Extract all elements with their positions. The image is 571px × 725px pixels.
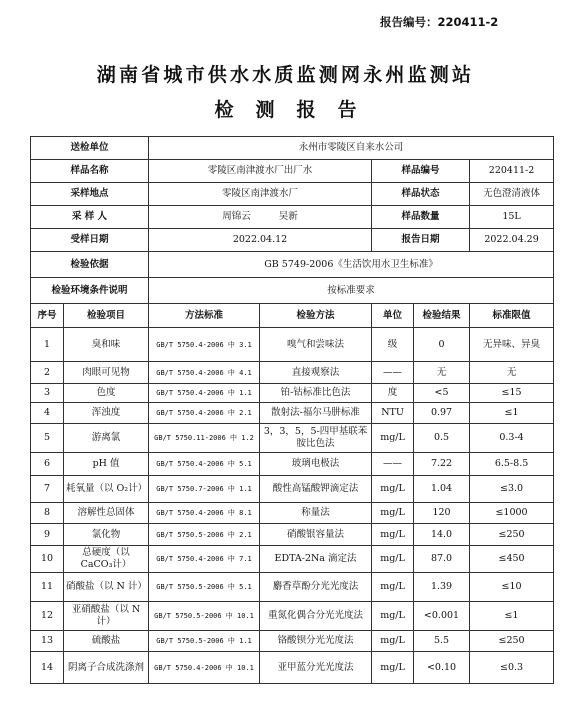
row-result: <0.001 <box>414 602 470 631</box>
row-method: 麝香草酚分光光度法 <box>260 573 372 602</box>
row-method: 重氮化偶合分光光度法 <box>260 602 372 631</box>
info-row-dates <box>31 229 554 252</box>
row-item: 肉眼可见物 <box>64 362 149 384</box>
report-table <box>30 136 554 684</box>
sample-name-label: 样品名称 <box>31 160 149 183</box>
table-row <box>31 403 554 424</box>
row-method: 称量法 <box>260 503 372 524</box>
row-no: 8 <box>31 503 64 524</box>
row-unit: —— <box>372 453 414 476</box>
site-label: 采样地点 <box>31 183 149 206</box>
row-result: 0.97 <box>414 403 470 424</box>
table-row <box>31 453 554 476</box>
row-std: GB/T 5750.7-2006 中 1.1 <box>149 476 260 503</box>
row-std: GB/T 5750.11-2006 中 1.2 <box>149 424 260 453</box>
row-item: 游离氯 <box>64 424 149 453</box>
row-method: 3，3，5，5-四甲基联苯胺比色法 <box>260 424 372 453</box>
col-header-result: 检验结果 <box>414 304 470 328</box>
row-unit: mg/L <box>372 631 414 652</box>
row-result: 1.39 <box>414 573 470 602</box>
table-row <box>31 631 554 652</box>
row-item: 亚硝酸盐（以 N 计） <box>64 602 149 631</box>
row-std: GB/T 5750.4-2006 中 8.1 <box>149 503 260 524</box>
report-date-label: 报告日期 <box>372 229 470 252</box>
table-row <box>31 476 554 503</box>
row-unit: 度 <box>372 384 414 403</box>
sampler-1: 周锦云 <box>222 211 251 222</box>
state-value: 无色澄清液体 <box>470 183 554 206</box>
sample-no-value: 220411-2 <box>470 160 554 183</box>
row-result: 120 <box>414 503 470 524</box>
column-header-row <box>31 304 554 328</box>
row-limit: ≤3.0 <box>470 476 554 503</box>
row-std: GB/T 5750.4-2006 中 7.1 <box>149 546 260 573</box>
row-unit: mg/L <box>372 546 414 573</box>
row-limit: ≤10 <box>470 573 554 602</box>
env-value: 按标准要求 <box>149 278 554 304</box>
row-item: 总硬度（以 CaCO₃计） <box>64 546 149 573</box>
col-header-no: 序号 <box>31 304 64 328</box>
row-item: 氯化物 <box>64 524 149 546</box>
row-no: 4 <box>31 403 64 424</box>
col-header-std: 方法标准 <box>149 304 260 328</box>
row-method: 酸性高锰酸钾滴定法 <box>260 476 372 503</box>
row-item: pH 值 <box>64 453 149 476</box>
sample-name-value: 零陵区南津渡水厂出厂水 <box>149 160 372 183</box>
row-method: 亚甲蓝分光光度法 <box>260 652 372 684</box>
sampler-value <box>149 206 372 229</box>
row-method: 散射法-福尔马肼标准 <box>260 403 372 424</box>
row-std: GB/T 5750.4-2006 中 5.1 <box>149 453 260 476</box>
sampler-label: 采 样 人 <box>31 206 149 229</box>
row-no: 7 <box>31 476 64 503</box>
info-row-sample <box>31 160 554 183</box>
report-title: 湖南省城市供水水质监测网永州监测站 <box>96 64 475 86</box>
row-item: 色度 <box>64 384 149 403</box>
row-result: <5 <box>414 384 470 403</box>
report-subtitle: 检测报告 <box>214 99 379 121</box>
row-item: 溶解性总固体 <box>64 503 149 524</box>
row-method: 直接观察法 <box>260 362 372 384</box>
row-std: GB/T 5750.5-2006 中 1.1 <box>149 631 260 652</box>
row-std: GB/T 5750.5-2006 中 5.1 <box>149 573 260 602</box>
row-std: GB/T 5750.4-2006 中 1.1 <box>149 384 260 403</box>
row-limit: ≤0.3 <box>470 652 554 684</box>
row-method: 硝酸银容量法 <box>260 524 372 546</box>
row-no: 13 <box>31 631 64 652</box>
row-std: GB/T 5750.5-2006 中 10.1 <box>149 602 260 631</box>
row-result: 5.5 <box>414 631 470 652</box>
info-row-site <box>31 183 554 206</box>
row-result: 7.22 <box>414 453 470 476</box>
row-method: 铂-钴标准比色法 <box>260 384 372 403</box>
row-limit: ≤1000 <box>470 503 554 524</box>
row-std: GB/T 5750.4-2006 中 2.1 <box>149 403 260 424</box>
row-no: 12 <box>31 602 64 631</box>
basis-value: GB 5749-2006《生活饮用水卫生标准》 <box>149 252 554 278</box>
row-method: 玻璃电极法 <box>260 453 372 476</box>
row-no: 11 <box>31 573 64 602</box>
row-unit: mg/L <box>372 573 414 602</box>
row-unit: mg/L <box>372 524 414 546</box>
row-unit: —— <box>372 362 414 384</box>
table-row <box>31 362 554 384</box>
row-limit: 无异味、异臭 <box>470 328 554 362</box>
row-limit: ≤250 <box>470 524 554 546</box>
row-item: 耗氧量（以 O₂计） <box>64 476 149 503</box>
report-date-value: 2022.04.29 <box>470 229 554 252</box>
row-item: 阴离子合成洗涤剂 <box>64 652 149 684</box>
row-std: GB/T 5750.4-2006 中 10.1 <box>149 652 260 684</box>
sample-no-label: 样品编号 <box>372 160 470 183</box>
row-limit: ≤250 <box>470 631 554 652</box>
row-no: 3 <box>31 384 64 403</box>
basis-label: 检验依据 <box>31 252 149 278</box>
row-result: 无 <box>414 362 470 384</box>
table-row <box>31 652 554 684</box>
row-method: 铬酸钡分光光度法 <box>260 631 372 652</box>
recv-date-label: 受样日期 <box>31 229 149 252</box>
row-result: 0 <box>414 328 470 362</box>
row-result: 87.0 <box>414 546 470 573</box>
col-header-limit: 标准限值 <box>470 304 554 328</box>
info-row-basis <box>31 252 554 278</box>
row-limit: 6.5-8.5 <box>470 453 554 476</box>
state-label: 样品状态 <box>372 183 470 206</box>
row-no: 6 <box>31 453 64 476</box>
env-label: 检验环境条件说明 <box>31 278 149 304</box>
row-limit: ≤1 <box>470 403 554 424</box>
col-header-method: 检验方法 <box>260 304 372 328</box>
row-no: 2 <box>31 362 64 384</box>
row-no: 1 <box>31 328 64 362</box>
row-unit: mg/L <box>372 652 414 684</box>
report-number: 报告编号：220411-2 <box>380 15 499 29</box>
qty-label: 样品数量 <box>372 206 470 229</box>
table-row <box>31 546 554 573</box>
table-row <box>31 524 554 546</box>
client-value: 永州市零陵区自来水公司 <box>149 137 554 160</box>
client-label: 送检单位 <box>31 137 149 160</box>
qty-value: 15L <box>470 206 554 229</box>
row-limit: ≤450 <box>470 546 554 573</box>
row-no: 9 <box>31 524 64 546</box>
row-unit: NTU <box>372 403 414 424</box>
row-limit: 无 <box>470 362 554 384</box>
col-header-unit: 单位 <box>372 304 414 328</box>
row-result: 0.5 <box>414 424 470 453</box>
table-row <box>31 328 554 362</box>
row-method: 嗅气和尝味法 <box>260 328 372 362</box>
row-no: 10 <box>31 546 64 573</box>
row-unit: mg/L <box>372 503 414 524</box>
row-result: 1.04 <box>414 476 470 503</box>
row-result: 14.0 <box>414 524 470 546</box>
row-no: 5 <box>31 424 64 453</box>
table-row <box>31 503 554 524</box>
row-item: 硝酸盐（以 N 计） <box>64 573 149 602</box>
row-unit: 级 <box>372 328 414 362</box>
row-std: GB/T 5750.4-2006 中 3.1 <box>149 328 260 362</box>
info-row-env <box>31 278 554 304</box>
row-limit: 0.3-4 <box>470 424 554 453</box>
info-row-client <box>31 137 554 160</box>
table-row <box>31 384 554 403</box>
table-row <box>31 573 554 602</box>
row-item: 硫酸盐 <box>64 631 149 652</box>
table-row <box>31 424 554 453</box>
recv-date-value: 2022.04.12 <box>149 229 372 252</box>
site-value: 零陵区南津渡水厂 <box>149 183 372 206</box>
info-row-sampler <box>31 206 554 229</box>
row-limit: ≤15 <box>470 384 554 403</box>
row-limit: ≤1 <box>470 602 554 631</box>
row-std: GB/T 5750.5-2006 中 2.1 <box>149 524 260 546</box>
table-row <box>31 602 554 631</box>
row-no: 14 <box>31 652 64 684</box>
row-unit: mg/L <box>372 424 414 453</box>
row-std: GB/T 5750.4-2006 中 4.1 <box>149 362 260 384</box>
row-method: EDTA-2Na 滴定法 <box>260 546 372 573</box>
col-header-item: 检验项目 <box>64 304 149 328</box>
row-unit: mg/L <box>372 602 414 631</box>
row-item: 浑浊度 <box>64 403 149 424</box>
row-result: <0.10 <box>414 652 470 684</box>
sampler-2: 吴新 <box>278 211 298 222</box>
row-item: 臭和味 <box>64 328 149 362</box>
row-unit: mg/L <box>372 476 414 503</box>
